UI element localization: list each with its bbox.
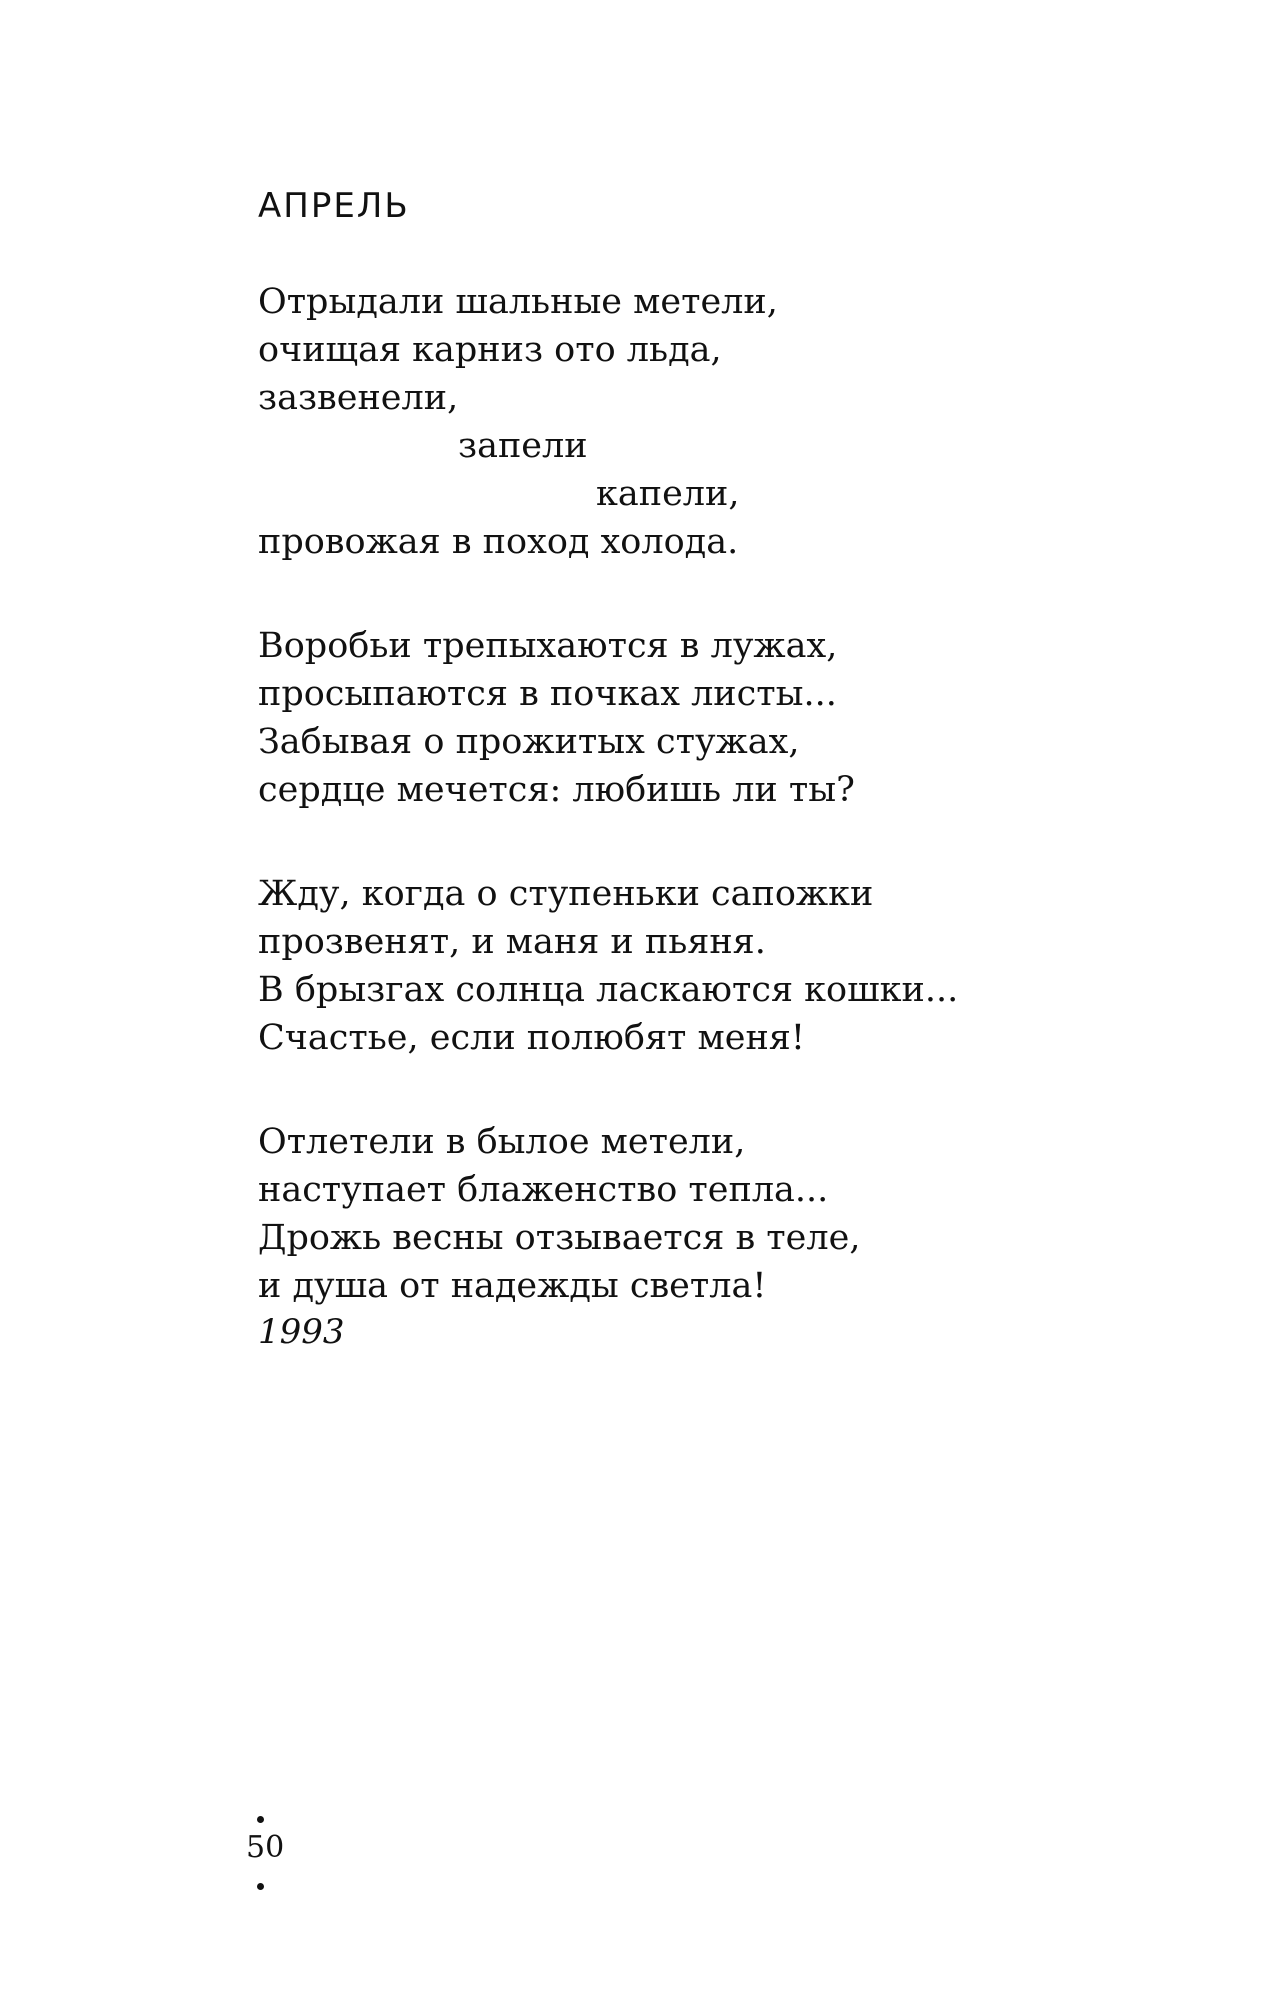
poem-line: провожая в поход холода. xyxy=(258,522,739,562)
poem-line: Воробьи трепыхаются в лужах, xyxy=(258,626,838,666)
poem-line: очищая карниз ото льда, xyxy=(258,330,722,370)
poem-line: Отрыдали шальные метели, xyxy=(258,282,778,322)
stanza-3 xyxy=(258,870,1158,1062)
page-number: 50 xyxy=(246,1830,285,1865)
stanza-4 xyxy=(258,1118,1158,1310)
poem-line: и душа от надежды светла! xyxy=(258,1266,767,1306)
poem-line: запели xyxy=(458,426,588,466)
poem-line: зазвенели, xyxy=(258,378,459,418)
poem-body xyxy=(258,278,1158,1366)
poem-line: сердце мечется: любишь ли ты? xyxy=(258,770,855,810)
poem-line: Дрожь весны отзывается в теле, xyxy=(258,1218,861,1258)
poem-line: Жду, когда о ступеньки сапожки xyxy=(258,874,874,914)
poem-line: Отлетели в былое метели, xyxy=(258,1122,746,1162)
page-number-dot-top xyxy=(257,1816,264,1823)
poem-year: 1993 xyxy=(258,1312,345,1352)
poem-title: АПРЕЛЬ xyxy=(258,186,410,226)
stanza-1 xyxy=(258,278,1158,566)
poem-line: Счастье, если полюбят меня! xyxy=(258,1018,805,1058)
stanza-2 xyxy=(258,622,1158,814)
poem-line: капели, xyxy=(596,474,740,514)
page-number-dot-bottom xyxy=(257,1883,264,1890)
poem-line: Забывая о прожитых стужах, xyxy=(258,722,800,762)
poem-line: наступает блаженство тепла... xyxy=(258,1170,829,1210)
poem-line: В брызгах солнца ласкаются кошки... xyxy=(258,970,959,1010)
poem-line: прозвенят, и маня и пьяня. xyxy=(258,922,766,962)
poem-line: просыпаются в почках листы... xyxy=(258,674,837,714)
